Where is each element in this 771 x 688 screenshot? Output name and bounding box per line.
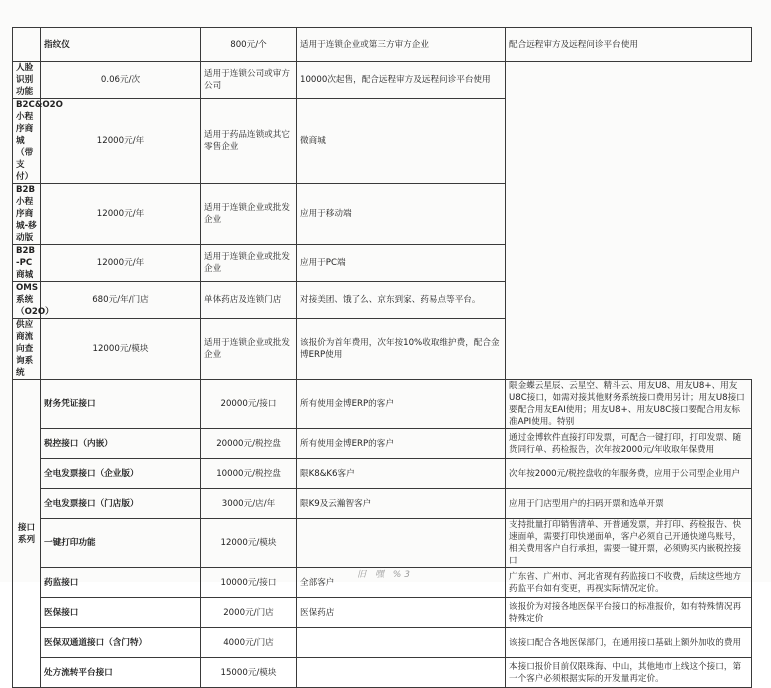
scope: 所有使用金博ERP的客户	[297, 429, 506, 459]
handwritten-scribble: 旧 嘿 %3	[357, 570, 413, 580]
scope	[297, 519, 506, 568]
note: 该报价为对接各地医保平台接口的标准报价，如有特殊情况再特殊定价	[506, 598, 752, 628]
product-name: 财务凭证接口	[41, 380, 201, 429]
product-name: 人脸识别功能	[13, 62, 41, 99]
table-row	[13, 519, 752, 568]
price: 12000元/模块	[41, 319, 201, 380]
product-name: 药监接口	[41, 568, 201, 598]
price: 12000元/年	[41, 245, 201, 282]
table-row	[13, 99, 752, 184]
scope: 适用于连锁公司或审方公司	[201, 62, 297, 99]
product-name: 税控接口（内嵌）	[41, 429, 201, 459]
note: 限金蝶云星辰、云星空、精斗云、用友U8、用友U8+、用友U8C接口，如需对接其他财务系统接口费用另计；用友U8接口要配合用友EAI使用；用友U8+、用友U8C接口要配合用友标准API使用。特别	[506, 380, 752, 429]
table-row	[13, 62, 752, 99]
note: 本接口报价目前仅限珠海、中山，其他地市上线这个接口，第一个客户必须根据实际的开发量再定价。	[506, 658, 752, 688]
note: 该报价为首年费用，次年按10%收取维护费，配合金博ERP使用	[297, 319, 506, 380]
price: 680元/年/门店	[41, 282, 201, 319]
price: 20000元/税控盘	[201, 429, 297, 459]
category-cell-top	[13, 28, 41, 62]
product-name: 全电发票接口（门店版）	[41, 489, 201, 519]
scope: 医保药店	[297, 598, 506, 628]
product-name: 医保接口	[41, 598, 201, 628]
scope: 全部客户	[297, 568, 506, 598]
scope: 适用于连锁企业或批发企业	[201, 319, 297, 380]
table-row	[13, 598, 752, 628]
price: 10000元/接口	[201, 568, 297, 598]
product-name: 指纹仪	[41, 28, 201, 62]
note: 配合远程审方及远程问诊平台使用	[506, 28, 752, 62]
price: 3000元/店/年	[201, 489, 297, 519]
scope	[297, 658, 506, 688]
note: 广东省、广州市、河北省现有药监接口不收费，后续这些地方药监平台如有变更，再视实际情况定价。	[506, 568, 752, 598]
table-row	[13, 658, 752, 688]
scope: 适用于连锁企业或批发企业	[201, 184, 297, 245]
price: 15000元/模块	[201, 658, 297, 688]
scope: 适用于连锁企业或批发企业	[201, 245, 297, 282]
price: 0.06元/次	[41, 62, 201, 99]
note: 应用于PC端	[297, 245, 506, 282]
table-row	[13, 380, 752, 429]
scope: 所有使用金博ERP的客户	[297, 380, 506, 429]
table-row	[13, 628, 752, 658]
product-name: B2B -PC商城	[13, 245, 41, 282]
product-name: 供应商流向查询系统	[13, 319, 41, 380]
product-name: OMS系统（O2O）	[13, 282, 41, 319]
product-name: 处方流转平台接口	[41, 658, 201, 688]
note: 应用于移动端	[297, 184, 506, 245]
note: 10000次起售，配合远程审方及远程问诊平台使用	[297, 62, 506, 99]
price: 800元/个	[201, 28, 297, 62]
note: 通过金博软件直接打印发票，可配合一键打印，打印发票、随货同行单、药检报告，次年按2000元/年收取年保费用	[506, 429, 752, 459]
note: 次年按2000元/税控盘收的年服务费，应用于公司型企业用户	[506, 459, 752, 489]
scope: 单体药店及连锁门店	[201, 282, 297, 319]
scope: 限K8&K6客户	[297, 459, 506, 489]
price: 12000元/模块	[201, 519, 297, 568]
table-row	[13, 184, 752, 245]
scope: 适用于连锁企业或第三方审方企业	[297, 28, 506, 62]
table-row	[13, 28, 752, 62]
table-row	[13, 489, 752, 519]
product-name: B2C&O2O小程序商城（带支付）	[13, 99, 41, 184]
pricing-table	[12, 27, 752, 688]
price: 4000元/门店	[201, 628, 297, 658]
table-row	[13, 459, 752, 489]
price: 2000元/门店	[201, 598, 297, 628]
note: 支持批量打印销售清单、开普通发票，并打印、药检报告、快速面单，需要打印快递面单，客户必须自己开通快递鸟账号，相关费用客户自行承担，需要一键开票，必须购买内嵌税控接口	[506, 519, 752, 568]
price: 12000元/年	[41, 99, 201, 184]
product-name: 全电发票接口（企业版）	[41, 459, 201, 489]
note: 对接美团、饿了么、京东到家、药易点等平台。	[297, 282, 506, 319]
note: 该接口配合各地医保部门，在通用接口基础上额外加收的费用	[506, 628, 752, 658]
scope: 适用于药品连锁或其它零售企业	[201, 99, 297, 184]
scope: 限K9及云瀚智客户	[297, 489, 506, 519]
table-row	[13, 429, 752, 459]
price: 20000元/接口	[201, 380, 297, 429]
price: 10000元/税控盘	[201, 459, 297, 489]
scope	[297, 628, 506, 658]
product-name: 一键打印功能	[41, 519, 201, 568]
category-label: 接口系列	[13, 380, 41, 688]
table-row	[13, 282, 752, 319]
table-row	[13, 245, 752, 282]
note: 应用于门店型用户的扫码开票和选单开票	[506, 489, 752, 519]
product-name: 医保双通道接口（含门特）	[41, 628, 201, 658]
product-name: B2B小程序商城-移动版	[13, 184, 41, 245]
table-row	[13, 319, 752, 380]
price: 12000元/年	[41, 184, 201, 245]
note: 微商城	[297, 99, 506, 184]
